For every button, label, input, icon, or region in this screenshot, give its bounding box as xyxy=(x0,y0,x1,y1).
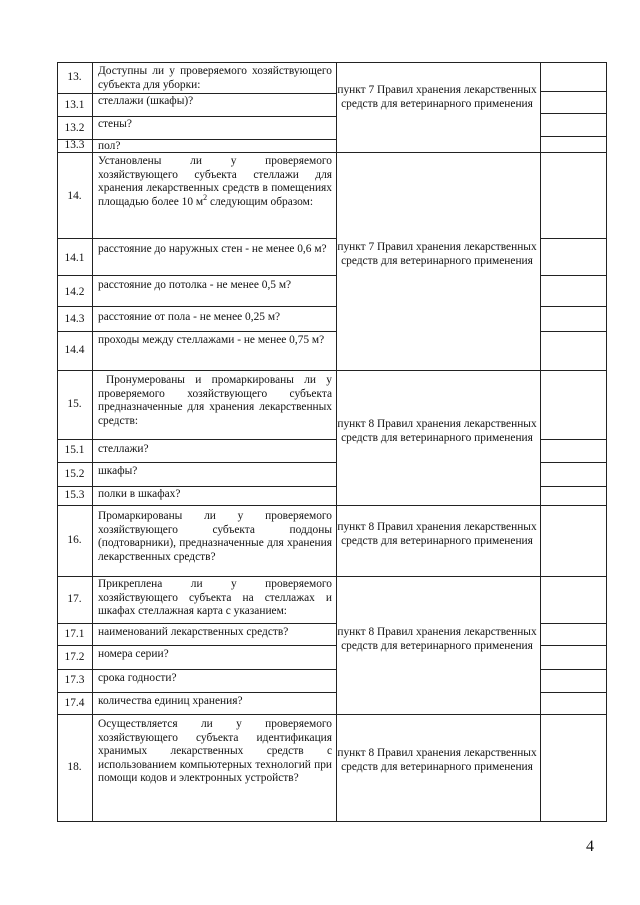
question-text: Прикреплена ли у проверяемого хозяйствующего субъекта на стеллажах и шкафах стеллажная карта с указанием: xyxy=(98,578,332,618)
table-row-divider xyxy=(57,331,337,332)
ref-border xyxy=(336,714,541,715)
regulation-reference: пункт 8 Правил хранения лекарственных средств для ветеринарного применения xyxy=(337,747,537,773)
regulation-reference: пункт 8 Правил хранения лекарственных средств для ветеринарного применения xyxy=(337,626,537,652)
ref-border xyxy=(336,62,541,63)
row-number: 13.3 xyxy=(64,139,85,151)
ref-border xyxy=(336,576,541,577)
ref-border xyxy=(336,821,541,822)
check-border xyxy=(540,486,607,487)
row-number: 15.1 xyxy=(64,444,85,456)
table-border-right xyxy=(606,62,607,822)
check-border xyxy=(540,505,607,506)
question-text: пол? xyxy=(98,140,121,152)
check-border xyxy=(540,462,607,463)
row-number: 14.3 xyxy=(64,313,85,325)
question-text: расстояние до наружных стен - не менее 0,6 м? xyxy=(98,243,327,255)
question-text: стеллажи? xyxy=(98,443,149,455)
check-border xyxy=(540,370,607,371)
check-border xyxy=(540,692,607,693)
question-text: Осуществляется ли у проверяемого хозяйствующего субъекта идентификация хранимых лекарственных средств с использованием компьютерных технологий при помощи кодов и электронных устройств? xyxy=(98,718,332,785)
table-border-top xyxy=(57,62,337,63)
question-text: Промаркированы ли у проверяемого хозяйствующего субъекта поддоны (подтоварники), предназначенные для хранения лекарственных средств? xyxy=(98,510,332,563)
ref-border xyxy=(336,505,541,506)
row-number: 15.2 xyxy=(64,468,85,480)
question-text: проходы между стеллажами - не менее 0,75 м? xyxy=(98,334,325,346)
row-number: 14.4 xyxy=(64,344,85,356)
question-text: наименований лекарственных средств? xyxy=(98,626,289,638)
question-text: срока годности? xyxy=(98,672,177,684)
question-text: полки в шкафах? xyxy=(98,488,181,500)
table-row-divider xyxy=(57,576,337,577)
question-text: стеллажи (шкафы)? xyxy=(98,95,194,107)
row-number: 13.1 xyxy=(64,99,85,111)
table-row-divider xyxy=(57,505,337,506)
check-border xyxy=(540,439,607,440)
regulation-reference: пункт 7 Правил хранения лекарственных средств для ветеринарного применения xyxy=(337,241,537,267)
check-border xyxy=(540,645,607,646)
row-number: 15.3 xyxy=(64,489,85,501)
check-border xyxy=(540,306,607,307)
check-border xyxy=(540,275,607,276)
table-row-divider xyxy=(57,275,337,276)
ref-border xyxy=(336,152,541,153)
regulation-reference: пункт 8 Правил хранения лекарственных средств для ветеринарного применения xyxy=(337,418,537,444)
question-text: номера серии? xyxy=(98,648,169,660)
row-number: 17.1 xyxy=(64,628,85,640)
regulation-reference: пункт 7 Правил хранения лекарственных средств для ветеринарного применения xyxy=(337,84,537,110)
row-number: 13.2 xyxy=(64,122,85,134)
check-border xyxy=(540,623,607,624)
check-border xyxy=(540,714,607,715)
check-border xyxy=(540,238,607,239)
question-text: расстояние от пола - не менее 0,25 м? xyxy=(98,311,281,323)
ref-border xyxy=(336,370,541,371)
check-border xyxy=(540,576,607,577)
table-row-divider xyxy=(57,645,337,646)
row-number: 14.2 xyxy=(64,286,85,298)
question-text: количества единиц хранения? xyxy=(98,695,243,707)
row-number: 18. xyxy=(67,761,82,773)
table-border-bottom xyxy=(57,821,337,822)
check-border xyxy=(540,669,607,670)
row-number: 14. xyxy=(67,190,82,202)
table-col-divider xyxy=(92,62,93,822)
check-border xyxy=(540,62,607,63)
row-number: 16. xyxy=(67,534,82,546)
table-row-divider xyxy=(57,116,337,117)
table-col-divider xyxy=(540,62,541,822)
row-number: 14.1 xyxy=(64,252,85,264)
row-number: 17. xyxy=(67,593,82,605)
question-text: шкафы? xyxy=(98,465,138,477)
table-row-divider xyxy=(57,462,337,463)
check-border xyxy=(540,91,607,92)
regulation-reference: пункт 8 Правил хранения лекарственных средств для ветеринарного применения xyxy=(337,521,537,547)
table-row-divider xyxy=(57,714,337,715)
table-row-divider xyxy=(57,669,337,670)
row-number: 17.4 xyxy=(64,697,85,709)
table-row-divider xyxy=(57,370,337,371)
table-row-divider xyxy=(57,623,337,624)
row-number: 17.2 xyxy=(64,651,85,663)
table-row-divider xyxy=(57,486,337,487)
question-text: Пронумерованы и промаркированы ли у проверяемого хозяйствующего субъекта предназначенные для хранения лекарственных средств: xyxy=(98,374,332,427)
table-row-divider xyxy=(57,306,337,307)
row-number: 15. xyxy=(67,398,82,410)
check-border xyxy=(540,113,607,114)
check-border xyxy=(540,331,607,332)
question-text: Установлены ли у проверяемого хозяйствующего субъекта стеллажи для хранения лекарственных средств в помещениях площадью более 10 $м^2$ следующим образом: xyxy=(98,155,332,208)
table-row-divider xyxy=(57,93,337,94)
table-row-divider xyxy=(57,692,337,693)
page-number: 4 xyxy=(586,838,594,855)
question-text: расстояние до потолка - не менее 0,5 м? xyxy=(98,279,292,291)
table-row-divider xyxy=(57,238,337,239)
question-text: Доступны ли у проверяемого хозяйствующего субъекта для уборки: xyxy=(98,65,332,91)
check-border xyxy=(540,152,607,153)
check-border xyxy=(540,136,607,137)
check-border xyxy=(540,821,607,822)
row-number: 13. xyxy=(67,71,82,83)
row-number: 17.3 xyxy=(64,674,85,686)
table-row-divider xyxy=(57,439,337,440)
question-text: стены? xyxy=(98,118,132,130)
